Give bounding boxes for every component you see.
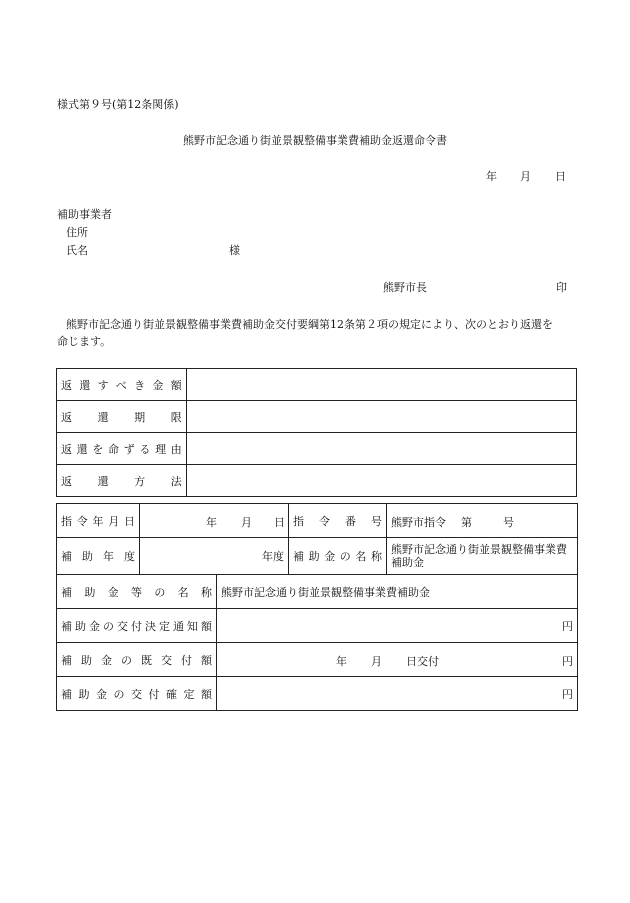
subsidy-item-name-value[interactable]: 熊野市記念通り街並景観整備事業費補助金 [217, 575, 578, 609]
order-number-go: 号 [503, 515, 514, 529]
return-reason-value[interactable] [186, 433, 576, 465]
address-label: 住所 [66, 226, 88, 239]
decision-amount-unit: 円 [562, 619, 573, 633]
table-row [57, 369, 577, 401]
return-details-table [56, 368, 577, 497]
order-date-month: 月 [241, 515, 252, 529]
table-row [57, 433, 577, 465]
subsidy-name-value[interactable] [387, 538, 578, 575]
order-date-year: 年 [206, 515, 217, 529]
table-row [57, 504, 578, 538]
order-date-value[interactable] [140, 504, 289, 538]
decision-amount-label: 補助金の交付決定通知額 [57, 609, 217, 643]
recipient-heading: 補助事業者 [57, 208, 112, 221]
subsidy-item-name-label: 補助金等の名称 [57, 575, 217, 609]
subsidy-name-text: 熊野市記念通り街並景観整備事業費補助金 [391, 543, 567, 569]
return-method-value[interactable] [186, 465, 576, 497]
table-row [57, 609, 578, 643]
issuer-title: 熊野市長 [383, 281, 427, 294]
paid-amount-value[interactable] [217, 643, 578, 677]
return-method-label: 返還方法 [57, 465, 187, 497]
fiscal-year-label: 補助年度 [57, 538, 140, 575]
order-number-dai: 第 [461, 515, 472, 529]
body-text-line-1: 熊野市記念通り街並景観整備事業費補助金交付要綱第12条第２項の規定により、次のとおり返還を [66, 318, 553, 331]
table-row [57, 465, 577, 497]
decision-amount-value[interactable] [217, 609, 578, 643]
document-title: 熊野市記念通り街並景観整備事業費補助金返還命令書 [183, 134, 447, 147]
paid-date-year: 年 [336, 654, 347, 668]
return-amount-label: 返還すべき金額 [57, 369, 187, 401]
table-row [57, 575, 578, 609]
return-reason-label: 返還を命ずる理由 [57, 433, 187, 465]
subsidy-amount-table [56, 574, 578, 711]
form-number: 様式第９号(第12条関係) [57, 98, 179, 111]
final-amount-label: 補助金の交付確定額 [57, 677, 217, 711]
date-day-label: 日 [555, 170, 566, 183]
seal-mark: 印 [556, 281, 567, 294]
paid-date-day: 日交付 [406, 654, 439, 668]
body-text-line-2: 命じます。 [57, 335, 112, 348]
fiscal-year-value[interactable]: 年度 [140, 538, 289, 575]
return-deadline-value[interactable] [186, 401, 576, 433]
order-number-prefix: 熊野市指令 [391, 515, 446, 529]
honorific: 様 [229, 244, 240, 257]
paid-amount-label: 補助金の既交付額 [57, 643, 217, 677]
date-month-label: 月 [520, 170, 531, 183]
table-row [57, 401, 577, 433]
paid-amount-unit: 円 [562, 654, 573, 668]
table-row [57, 643, 578, 677]
order-number-value[interactable] [387, 504, 578, 538]
final-amount-unit: 円 [562, 687, 573, 701]
order-number-label: 指令番号 [289, 504, 387, 538]
paid-date-month: 月 [371, 654, 382, 668]
order-date-label: 指令年月日 [57, 504, 140, 538]
date-year-label: 年 [486, 170, 497, 183]
table-row [57, 677, 578, 711]
return-amount-value[interactable] [186, 369, 576, 401]
table-row [57, 538, 578, 575]
return-deadline-label: 返還期限 [57, 401, 187, 433]
final-amount-value[interactable] [217, 677, 578, 711]
order-info-table [56, 503, 578, 575]
subsidy-name-label: 補助金の名称 [289, 538, 387, 575]
name-label: 氏名 [66, 244, 88, 257]
order-date-day: 日 [274, 515, 285, 529]
